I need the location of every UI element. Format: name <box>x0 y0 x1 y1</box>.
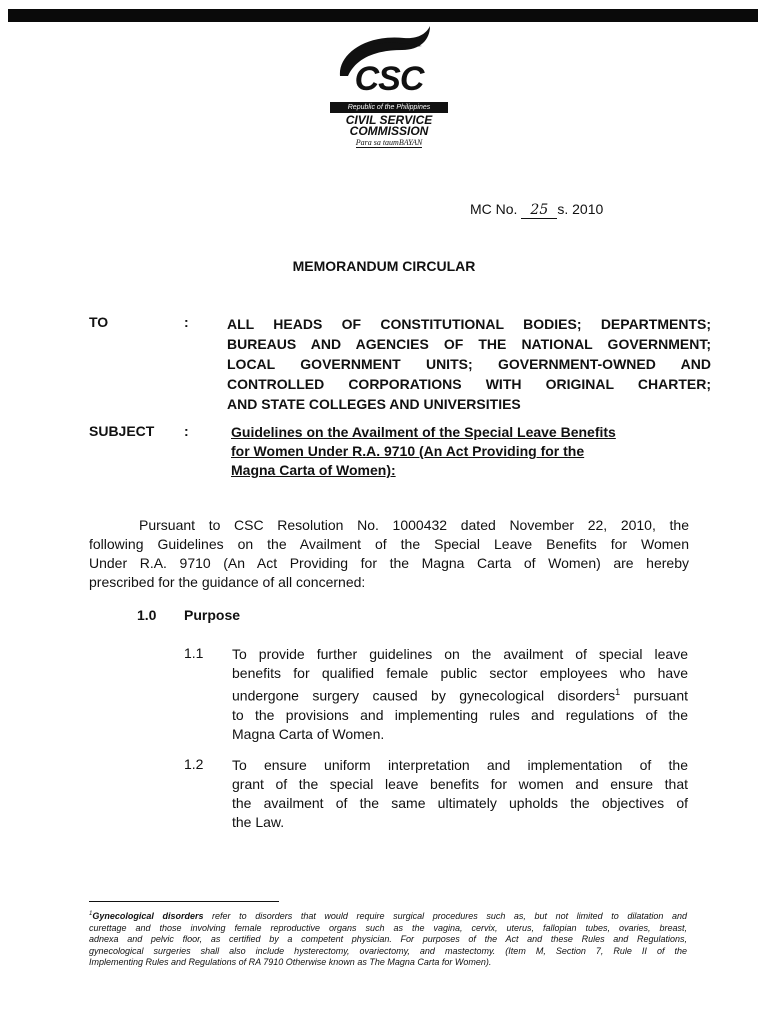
footnote-line: Implementing Rules and Regulations of RA 7910 Otherwise known as The Magna Carta for Women). <box>89 957 492 967</box>
subject-line: Guidelines on the Availment of the Special Leave Benefits <box>231 424 616 440</box>
subject-colon: : <box>184 423 189 439</box>
footnote <box>89 909 687 969</box>
item-line: benefits for qualified female public sector employees who have <box>232 665 688 681</box>
item-text <box>232 756 688 832</box>
to-label: TO <box>89 314 109 330</box>
mc-number-line <box>470 201 603 219</box>
item-number: 1.1 <box>184 645 204 661</box>
footnote-line: gynecological surgeries shall also include hysterectomy, ovariectomy, and mastectomy. (Item M, Section 7, Rule II of the <box>89 945 687 956</box>
intro-line: prescribed for the guidance of all concerned: <box>89 574 366 590</box>
agency-name-line2: COMMISSION <box>349 124 429 138</box>
subject-line: for Women Under R.A. 9710 (An Act Providing for the <box>231 443 585 459</box>
item-line: To provide further guidelines on the availment of special leave <box>232 646 688 662</box>
footnote-number: 1 <box>89 911 93 917</box>
section-number: 1.0 <box>137 607 157 623</box>
addressee-line: AND STATE COLLEGES AND UNIVERSITIES <box>227 396 521 412</box>
footnote-ref: 1 <box>615 687 621 697</box>
addressee-line: CONTROLLED CORPORATIONS WITH ORIGINAL CHARTER; <box>227 376 711 392</box>
top-border-bar <box>8 9 758 22</box>
item-text <box>232 645 688 744</box>
item-line: the availment of the same ultimately upholds the objectives of <box>232 795 688 811</box>
footnote-term: Gynecological disorders <box>92 911 204 921</box>
subject-line: Magna Carta of Women): <box>231 462 396 478</box>
agency-tagline <box>326 138 452 147</box>
item-line: the Law. <box>232 814 285 830</box>
republic-line: Republic of the Philippines <box>330 102 448 113</box>
item-number: 1.2 <box>184 756 204 772</box>
footnote-line: $^1$Gynecological disorders refer to disorders that would require surgical procedures such as, but not limited to dilatation and <box>89 911 687 921</box>
addressee-line: BUREAUS AND AGENCIES OF THE NATIONAL GOVERNMENT; <box>227 336 711 352</box>
csc-logo <box>326 24 452 150</box>
intro-line: Under R.A. 9710 (An Act Providing for the Magna Carta of Women) are hereby <box>89 555 689 571</box>
item-line: undergone surgery caused by gynecological disorders$^1$ pursuant <box>232 687 688 704</box>
document-title: MEMORANDUM CIRCULAR <box>292 258 476 274</box>
item-line: to the provisions and implementing rules and regulations of the <box>232 706 688 723</box>
addressee-line: ALL HEADS OF CONSTITUTIONAL BODIES; DEPARTMENTS; <box>227 316 711 332</box>
mc-number: 25 <box>521 202 557 219</box>
section-title: Purpose <box>184 607 241 623</box>
item-line: grant of the special leave benefits for women and ensure that <box>232 776 688 792</box>
addressee-line: LOCAL GOVERNMENT UNITS; GOVERNMENT-OWNED AND <box>227 356 711 372</box>
item-line: Magna Carta of Women. <box>232 725 385 742</box>
footnote-divider <box>89 901 279 902</box>
agency-name-line1: CIVIL SERVICE <box>345 113 433 127</box>
footnote-line: curettage and those involving female reproductive organs such as the vagina, cervix, uterus, fallopian tubes, ovaries, breast, <box>89 922 687 933</box>
footnote-line: adnexa and pelvic floor, as certified by a competent physician. For purposes of the Act and these Rules and Regulations, <box>89 934 687 944</box>
mc-series: s. 2010 <box>557 201 604 217</box>
intro-line: following Guidelines on the Availment of the Special Leave Benefits for Women <box>89 536 689 552</box>
subject-block <box>231 423 681 480</box>
to-colon: : <box>184 314 189 330</box>
item-line: To ensure uniform interpretation and implementation of the <box>232 757 688 773</box>
intro-paragraph <box>89 516 689 592</box>
tagline-text: Para sa taumBAYAN <box>355 138 423 147</box>
csc-logo-text: CSC <box>354 60 424 98</box>
subject-label: SUBJECT <box>89 423 155 439</box>
addressees-block <box>227 314 711 414</box>
mc-prefix: MC No. <box>470 201 518 217</box>
intro-line: Pursuant to CSC Resolution No. 1000432 dated November 22, 2010, the <box>139 517 689 533</box>
